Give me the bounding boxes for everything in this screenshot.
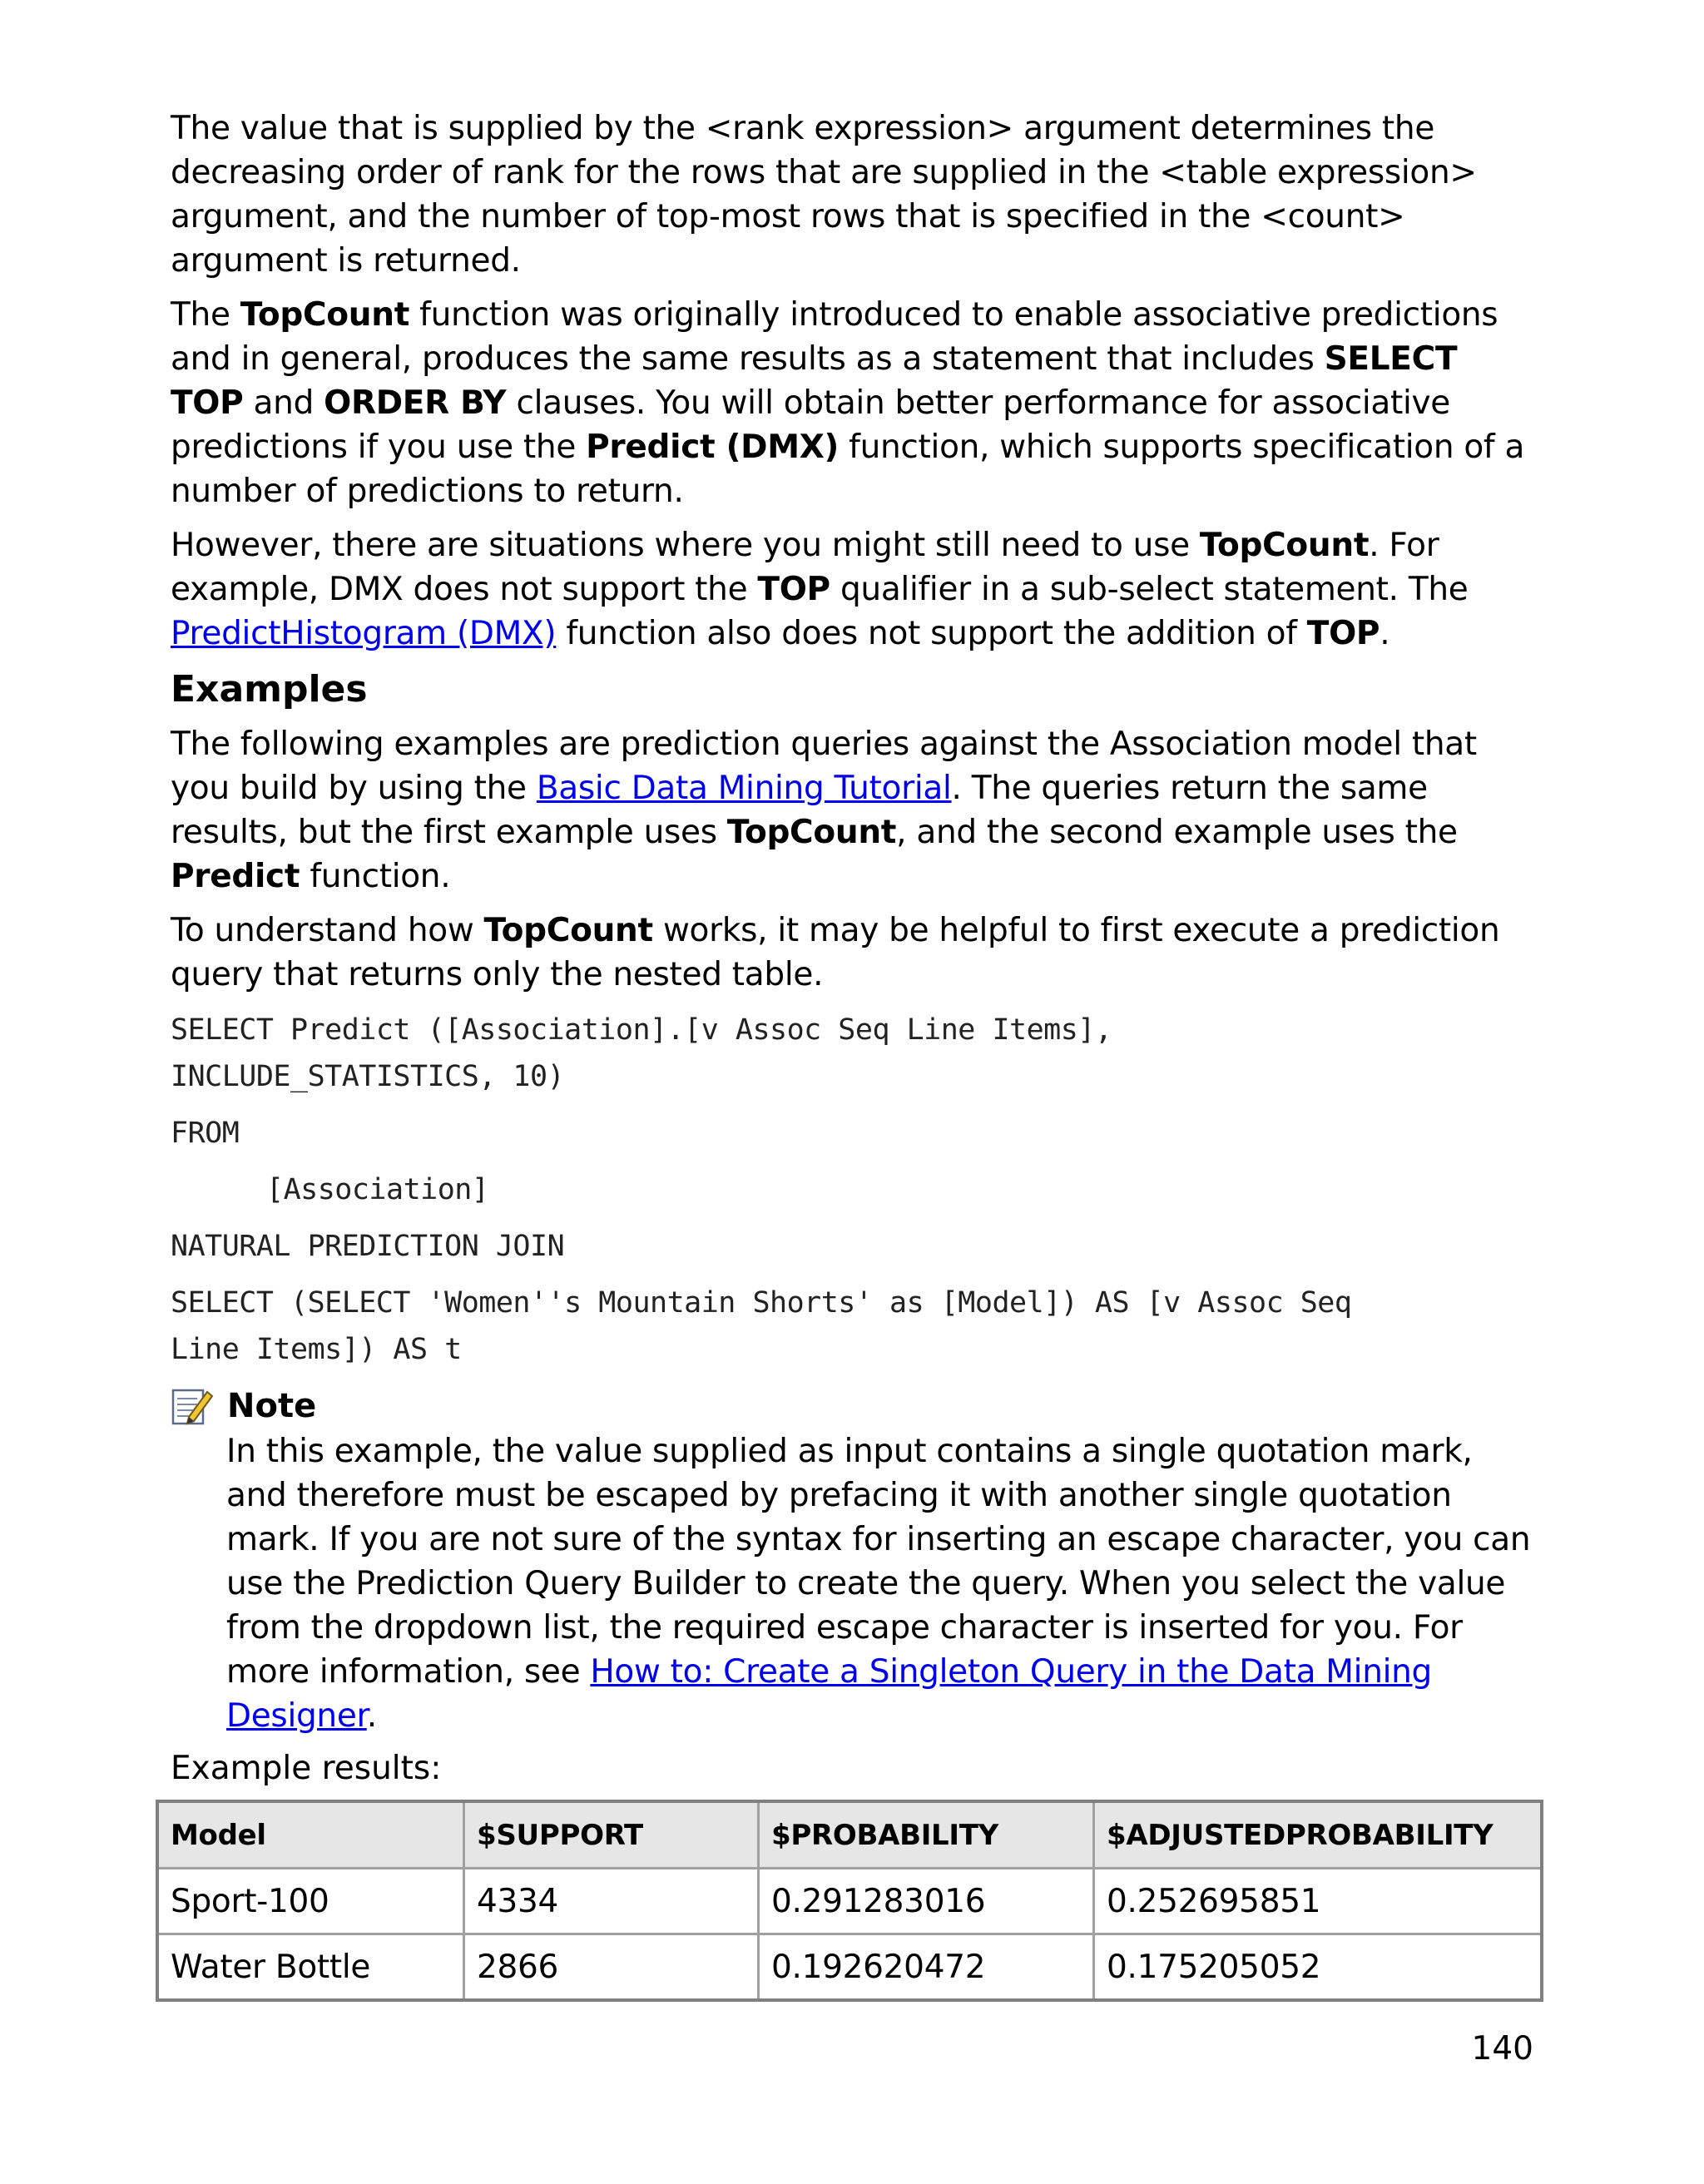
- bold-topcount: TopCount: [1199, 527, 1370, 564]
- column-header-adjusted-probability: $ADJUSTEDPROBABILITY: [1094, 1801, 1543, 1869]
- text-run: However, there are situations where you might still need to use: [171, 527, 1200, 564]
- code-line: SELECT (SELECT 'Women''s Mountain Shorts' as [Model]) AS [v Assoc Seq: [171, 1286, 1352, 1320]
- note-header: [171, 1383, 1535, 1429]
- paragraph-examples-intro: [171, 722, 1535, 899]
- code-line: INCLUDE_STATISTICS, 10): [171, 1060, 565, 1093]
- text-run: .: [1380, 615, 1390, 652]
- bold-topcount: TopCount: [240, 296, 410, 334]
- table-row: [157, 1869, 1542, 1934]
- column-header-support: $SUPPORT: [464, 1801, 759, 1869]
- page-content: [171, 106, 1535, 1790]
- example-results-table: [156, 1800, 1543, 2002]
- note-box: [171, 1383, 1535, 1738]
- paragraph-understand-topcount: [171, 909, 1535, 997]
- table-cell: 0.192620472: [759, 1934, 1094, 2001]
- bold-top: TOP: [1306, 615, 1380, 652]
- note-icon: [171, 1385, 214, 1427]
- section-heading-examples: Examples: [171, 668, 368, 711]
- table-cell: 0.291283016: [759, 1869, 1094, 1934]
- bold-select-top: SELECT TOP: [171, 340, 1458, 422]
- bold-predict-dmx: Predict (DMX): [586, 428, 840, 466]
- table-row: [157, 1934, 1542, 2001]
- text-run: .: [366, 1697, 377, 1735]
- table-cell: 2866: [464, 1934, 759, 2001]
- link-create-singleton-query[interactable]: How to: Create a Singleton Query in the Data Mining Designer: [226, 1653, 1433, 1735]
- code-line: FROM: [171, 1117, 240, 1150]
- table-cell: Sport-100: [157, 1869, 464, 1934]
- bold-order-by: ORDER BY: [324, 384, 507, 422]
- column-header-probability: $PROBABILITY: [759, 1801, 1094, 1869]
- text-run: The: [171, 296, 240, 334]
- bold-top: TOP: [757, 571, 830, 608]
- paragraph-rank-expression: [171, 106, 1535, 283]
- text-run: function, which supports specification of a number of predictions to return.: [171, 428, 1525, 510]
- note-text: [226, 1429, 1535, 1738]
- link-basic-data-mining-tutorial[interactable]: Basic Data Mining Tutorial: [536, 770, 952, 807]
- paragraph-text: The value that is supplied by the <rank expression> argument determines the decreasing order of rank for the rows that are supplied in the <table expression> argument, and the number of top-most rows that is specified in the <count> argument is returned.: [171, 110, 1477, 280]
- paragraph-situations: [171, 523, 1535, 656]
- code-line: Line Items]) AS t: [171, 1333, 462, 1366]
- text-run: . For example, DMX does not support the: [171, 527, 1439, 608]
- bold-topcount: TopCount: [726, 814, 897, 851]
- code-block: [171, 1007, 1535, 1373]
- text-run: works, it may be helpful to first execute a prediction query that returns only the nested table.: [171, 912, 1500, 993]
- page-number: 140: [1471, 2030, 1533, 2068]
- table-cell: Water Bottle: [157, 1934, 464, 2001]
- text-run: function.: [300, 858, 451, 895]
- text-run: and: [243, 384, 324, 422]
- code-line: SELECT Predict ([Association].[v Assoc Seq Line Items],: [171, 1013, 1112, 1047]
- link-predicthistogram[interactable]: PredictHistogram (DMX): [171, 615, 557, 652]
- table-cell: 0.252695851: [1094, 1869, 1543, 1934]
- paragraph-topcount-intro: [171, 293, 1535, 513]
- text-run: clauses. You will obtain better performance for associative predictions if you use the: [171, 384, 1450, 466]
- text-run: The following examples are prediction queries against the Association model that you build by using the: [171, 726, 1477, 807]
- code-line: [Association]: [266, 1173, 489, 1206]
- code-line: NATURAL PREDICTION JOIN: [171, 1230, 565, 1263]
- text-run: qualifier in a sub-select statement. The: [830, 571, 1469, 608]
- table-header-row: [157, 1801, 1542, 1869]
- text-run: function was originally introduced to enable associative predictions and in general, produces the same results as a statement that includes: [171, 296, 1498, 378]
- text-run: In this example, the value supplied as input contains a single quotation mark, and therefore must be escaped by prefacing it with another single quotation mark. If you are not sure of the syntax for inserting an escape character, you can use the Prediction Query Builder to create the query. When you select the value from the dropdown list, the required escape character is inserted for you. For more information, see: [226, 1433, 1531, 1691]
- example-results-label: Example results:: [171, 1750, 442, 1787]
- text-run: , and the second example uses the: [896, 814, 1458, 851]
- table-cell: 4334: [464, 1869, 759, 1934]
- text-run: function also does not support the addition of: [556, 615, 1307, 652]
- column-header-model: Model: [157, 1801, 464, 1869]
- text-run: . The queries return the same results, but the first example uses: [171, 770, 1428, 851]
- bold-predict: Predict: [171, 858, 300, 895]
- table-cell: 0.175205052: [1094, 1934, 1543, 2001]
- bold-topcount: TopCount: [483, 912, 653, 949]
- text-run: To understand how: [171, 912, 484, 949]
- note-title: Note: [227, 1387, 317, 1425]
